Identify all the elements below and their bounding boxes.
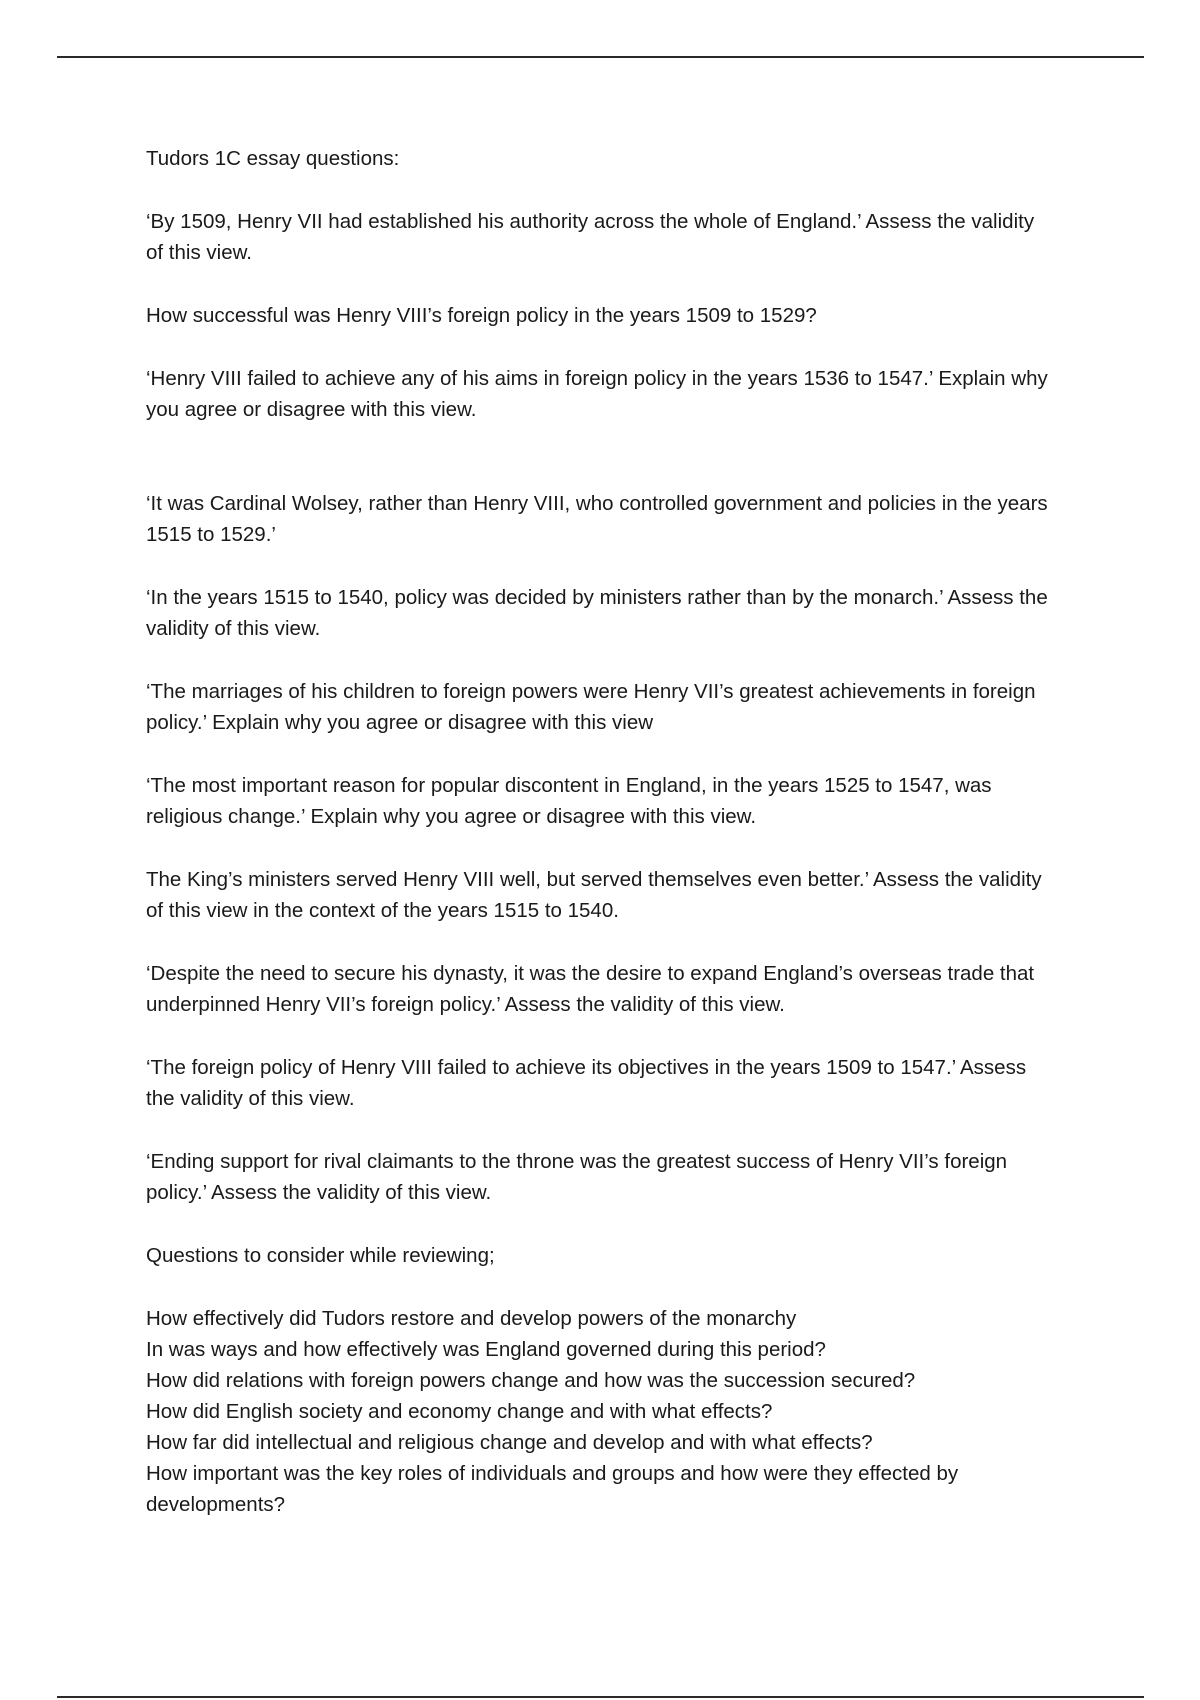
review-question-6: How important was the key roles of individuals and groups and how were they effected by developments? <box>146 1462 959 1516</box>
document-heading: Tudors 1C essay questions: <box>146 147 400 170</box>
essay-question-2: How successful was Henry VIII’s foreign policy in the years 1509 to 1529? <box>146 304 817 327</box>
review-question-3: How did relations with foreign powers change and how was the succession secured? <box>146 1369 916 1392</box>
essay-question-1: ‘By 1509, Henry VII had established his authority across the whole of England.’ Assess the validity of this view. <box>146 210 1035 264</box>
essay-question-6: ‘The marriages of his children to foreign powers were Henry VII’s greatest achievements in foreign policy.’ Explain why you agree or disagree with this view <box>146 680 1036 734</box>
essay-question-9: ‘Despite the need to secure his dynasty, it was the desire to expand England’s overseas trade that underpinned Henry VII’s foreign policy.’ Assess the validity of this view. <box>146 962 1035 1016</box>
essay-question-8: The King’s ministers served Henry VIII well, but served themselves even better.’ Assess the validity of this view in the context of the years 1515 to 1540. <box>146 868 1042 922</box>
essay-question-3: ‘Henry VIII failed to achieve any of his aims in foreign policy in the years 1536 to 1547.’ Explain why you agree or disagree with this view. <box>146 367 1048 421</box>
review-question-2: In was ways and how effectively was England governed during this period? <box>146 1338 826 1361</box>
essay-question-10: ‘The foreign policy of Henry VIII failed to achieve its objectives in the years 1509 to 1547.’ Assess the validity of this view. <box>146 1056 1027 1110</box>
review-heading: Questions to consider while reviewing; <box>146 1244 495 1267</box>
review-questions-list <box>146 1303 1051 1520</box>
footer-rule <box>57 1696 1144 1698</box>
document-body <box>146 143 1051 1520</box>
review-question-1: How effectively did Tudors restore and develop powers of the monarchy <box>146 1307 797 1330</box>
review-question-4: How did English society and economy change and with what effects? <box>146 1400 773 1423</box>
essay-question-7: ‘The most important reason for popular discontent in England, in the years 1525 to 1547, was religious change.’ Explain why you agree or disagree with this view. <box>146 774 992 828</box>
essay-question-5: ‘In the years 1515 to 1540, policy was decided by ministers rather than by the monarch.’ Assess the validity of this view. <box>146 586 1048 640</box>
header-rule <box>57 56 1144 58</box>
review-question-5: How far did intellectual and religious change and develop and with what effects? <box>146 1431 873 1454</box>
essay-question-4: ‘It was Cardinal Wolsey, rather than Henry VIII, who controlled government and policies in the years 1515 to 1529.’ <box>146 492 1048 546</box>
essay-question-11: ‘Ending support for rival claimants to the throne was the greatest success of Henry VII’s foreign policy.’ Assess the validity of this view. <box>146 1150 1008 1204</box>
